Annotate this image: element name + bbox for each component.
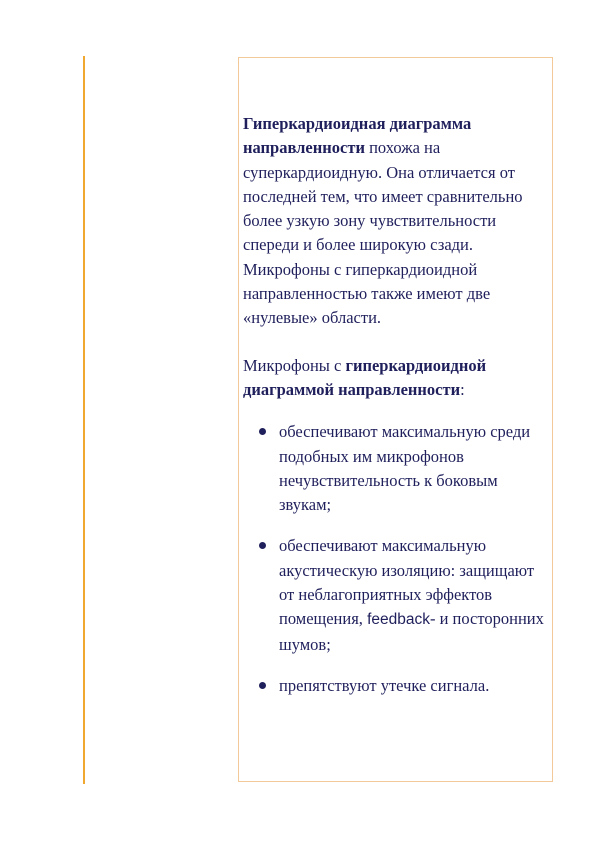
lead-suffix: : bbox=[460, 379, 465, 399]
document-content bbox=[243, 112, 549, 715]
bullet-icon bbox=[259, 542, 266, 549]
lead-prefix: Микрофоны с bbox=[243, 355, 346, 375]
margin-rule bbox=[83, 56, 85, 784]
list-item bbox=[243, 420, 549, 517]
list-item-term: feedback bbox=[367, 611, 430, 629]
list-item bbox=[243, 674, 549, 698]
feature-list bbox=[243, 420, 549, 698]
list-item-text: препятствуют утечке сигнала. bbox=[279, 675, 490, 695]
bullet-icon bbox=[259, 428, 266, 435]
paragraph-intro-text: похожа на суперкардиоидную. Она отличается от последней тем, что имеет сравнительно более узкую зону чувствительности спереди и более широкую сзади. Микрофоны с гиперкардиоидной направленностью также имеют две «нулевые» области. bbox=[243, 138, 523, 328]
paragraph-intro bbox=[243, 112, 549, 331]
lead-bold: гиперкардиоидной диаграммой направленности bbox=[243, 355, 487, 399]
list-item-text: обеспечивают максимальную среди подобных им микрофонов нечувствительность к боковым звукам; bbox=[279, 422, 531, 515]
paragraph-list-lead bbox=[243, 354, 549, 403]
list-item-text-end: - и посторонних шумов; bbox=[279, 609, 544, 654]
bullet-icon bbox=[259, 682, 266, 689]
term-bold: Гиперкардиоидная диаграмма направленности bbox=[243, 114, 472, 158]
list-item bbox=[243, 534, 549, 656]
list-item-text: обеспечивают максимальную акустическую изоляцию: защищают от неблагоприятных эффектов помещения, bbox=[279, 536, 535, 629]
